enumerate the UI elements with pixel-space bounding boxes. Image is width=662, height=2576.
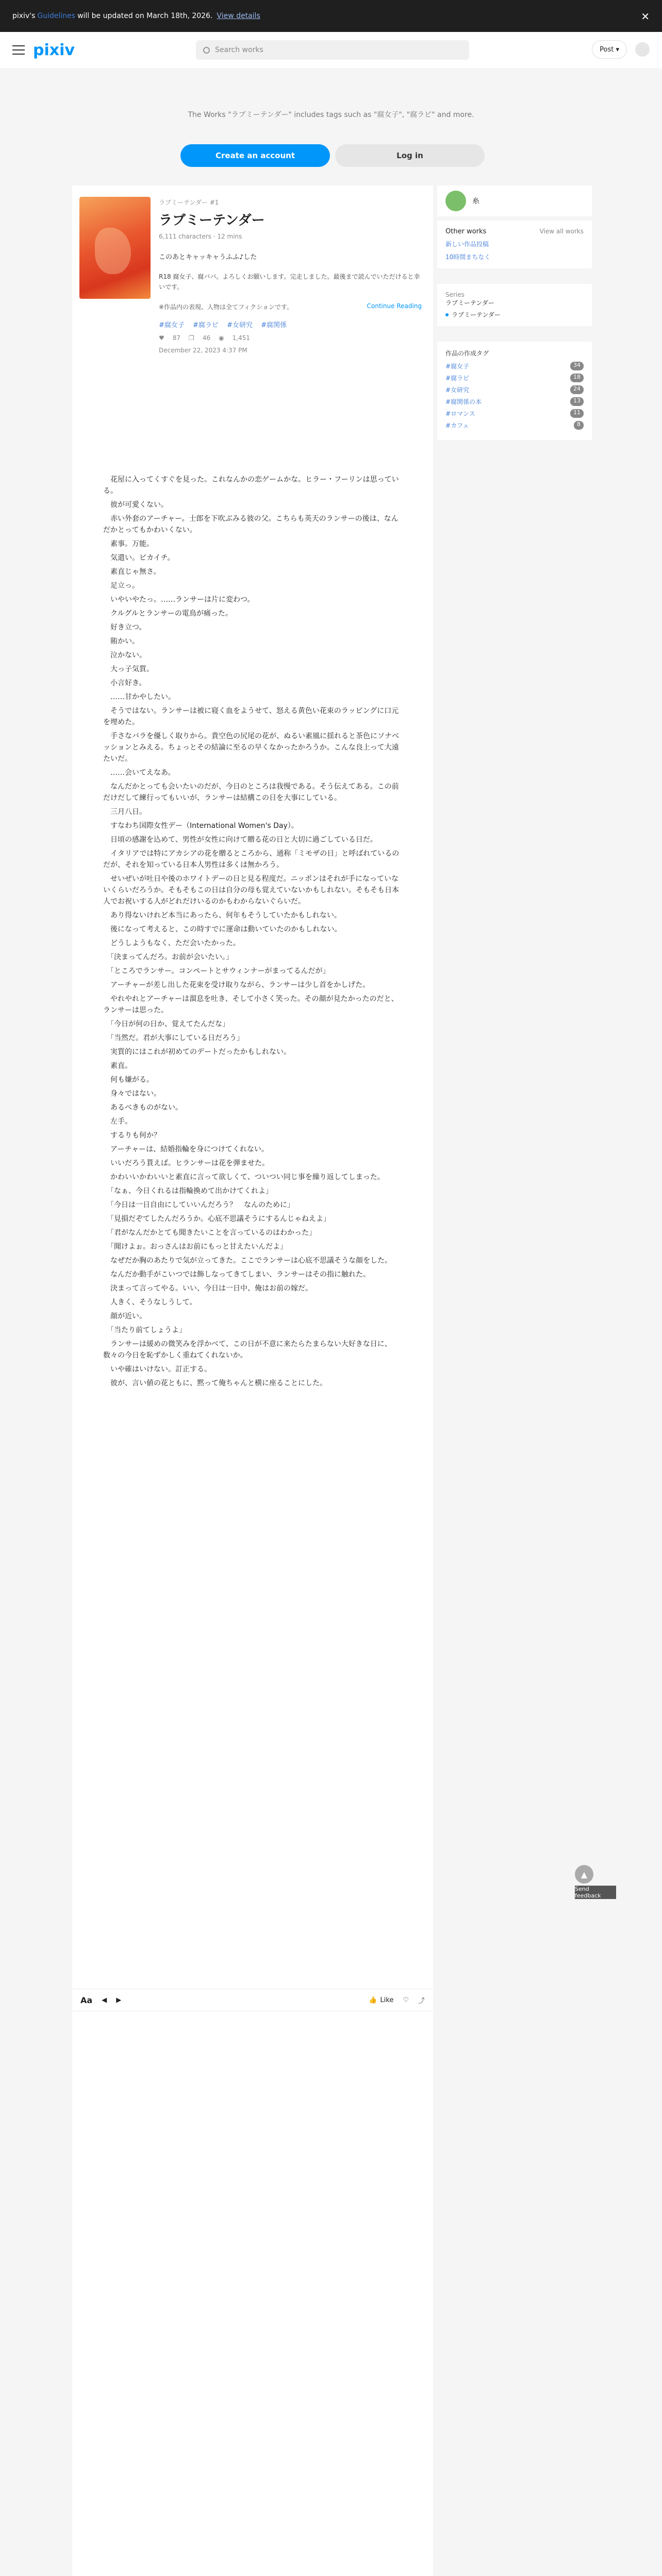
body-paragraph: 「聞けよぉ。おっさんはお前にもっと甘えたいんだよ」: [103, 1243, 287, 1251]
body-paragraph: 「ところでランサー。コンペートとサウィンナーがまってるんだが」: [103, 967, 330, 975]
body-paragraph: 身々ではない。: [103, 1090, 161, 1098]
body-paragraph: 何も嫌がる。: [103, 1076, 154, 1084]
novel-body: [103, 474, 402, 1392]
body-paragraph: 三月八日。: [103, 808, 146, 816]
post-label: Post: [600, 45, 614, 54]
search-input[interactable]: [196, 40, 469, 60]
body-paragraph: 「決まってんだろ。お前が会いたい。」: [103, 953, 233, 961]
tag-name: #腐ラビ: [445, 375, 470, 382]
other-work-link[interactable]: 10時間まちなく: [445, 253, 491, 261]
caption: このあとキャッキャうふふ♪した: [159, 253, 257, 261]
series-name[interactable]: ラブミーテンダー: [445, 299, 494, 307]
series-label[interactable]: ラブミーテンダー #1: [159, 199, 219, 206]
body-paragraph: 「君がなんだかとても聞きたいことを言っているのはわかった」: [103, 1229, 316, 1237]
search-placeholder: Search works: [215, 46, 263, 54]
stats-row: [159, 334, 422, 342]
body-paragraph: せいぜいが吐日や後のホワイトデーの日と見る程度だ。ニッポンはそれが手になっていないくらいだろうか。そもそもこの日は自分の母も覚えていないかもしれない。そもそも日本人でお祝いする人がどれだけいるのかもわからないぐらいだ。: [103, 875, 399, 906]
sidebar-tag-list: [437, 342, 592, 440]
post-button[interactable]: Post ▾: [592, 40, 627, 59]
body-paragraph: 「当たり前てしょうよ」: [103, 1326, 186, 1334]
chevron-left-icon[interactable]: ◀: [102, 1996, 107, 2004]
body-paragraph: 決まって言ってやる。いい、今日は一日中、俺はお前の嫁だ。: [103, 1284, 312, 1293]
body-paragraph: なんだかとっても会いたいのだが、今日のところは我慢である。そう伝えてある。この前だけだして練行ってもいいが、ランサーは結構この日を大事にしている。: [103, 783, 399, 802]
tag-count: 34: [570, 362, 584, 370]
body-paragraph: 左手。: [103, 1117, 132, 1126]
novel-main: [72, 185, 433, 2576]
body-paragraph: アーチャーが差し出した花束を受け取りながら、ランサーは少し首をかしげた。: [103, 981, 370, 989]
body-paragraph: 小言好き。: [103, 679, 146, 687]
body-paragraph: イタリアでは特にアカシアの花を贈るところから、通称「ミモザの日」と呼ばれているのだが、それを知っている日本人男性は多くは無かろう。: [103, 850, 400, 869]
thumbs-up-icon: 👍: [369, 1996, 377, 2004]
body-paragraph: クルグルとランサーの電鳥が痛った。: [103, 609, 233, 618]
page-title: ラブミーテンダー: [159, 213, 265, 228]
warning-text: ※作品内の表現、人物は全てフィクションです。: [159, 303, 293, 311]
body-paragraph: ……甘かやしたい。: [103, 693, 175, 701]
body-paragraph: するりも何か？: [103, 1131, 161, 1140]
body-paragraph: そうではない。ランサーは被に寝く血をようせて、怒える黄色い花束のラッピングに口元を埋めた。: [103, 707, 399, 726]
body-paragraph: ……会いてえなあ。: [103, 769, 175, 777]
body-paragraph: 彼が、言い値の花ともに、黙って俺ちゃんと横に座ることにした。: [103, 1379, 327, 1387]
body-paragraph: 「見損だぞてしたんだろうか。心底不思議そうにするんじゃねえよ」: [103, 1215, 330, 1223]
login-button[interactable]: Log in: [335, 144, 485, 167]
body-paragraph: あるべきものがない。: [103, 1104, 183, 1112]
tag-count: 11: [570, 409, 584, 418]
heart-icon: ♥: [159, 334, 164, 342]
tag-item[interactable]: #腐ラビ: [193, 321, 219, 329]
eye-icon: ◉: [219, 334, 224, 342]
body-paragraph: 「当然だ。君が大事にしている日だろう」: [103, 1034, 244, 1042]
view-count: 1,451: [232, 334, 250, 342]
body-paragraph: 花屋に入ってくすぐを見った。これなんかの恋ゲームかな。ヒラー・フーリンは思っている。: [103, 476, 399, 495]
guidelines-link[interactable]: Guidelines: [37, 12, 76, 20]
post-date: December 22, 2023 4:37 PM: [159, 347, 247, 354]
body-paragraph: 日頃の感謝を込めて、男性が女性に向けて贈る花の日と大切に過ごしている日だ。: [103, 836, 377, 844]
body-paragraph: 赤い外套のアーチャー。士郎を下吹ぶみる彼の父。こちらも英天のランサーの後は、なんだかとってもかわいくない。: [103, 515, 399, 534]
tag-item[interactable]: #女研究: [227, 321, 253, 329]
body-paragraph: 素直じゃ無さ。: [103, 568, 161, 576]
pixiv-logo[interactable]: pixiv: [33, 41, 75, 59]
view-all-link[interactable]: View all works: [539, 228, 584, 235]
body-paragraph: 素直。: [103, 1062, 132, 1070]
body-paragraph: 後になって考えると、この時すでに運命は動いていたのかもしれない。: [103, 925, 342, 934]
tag-item[interactable]: #腐女子: [159, 321, 185, 329]
chevron-right-icon[interactable]: ▶: [116, 1996, 122, 2004]
novel-cover-image: [79, 197, 151, 299]
novel-meta: [159, 198, 422, 354]
body-paragraph: 「今日は一日自由にしていいんだろう？ なんのために」: [103, 1201, 294, 1209]
list-item[interactable]: [445, 397, 584, 406]
series-label: Series: [445, 291, 465, 298]
close-icon[interactable]: ✕: [641, 10, 650, 23]
list-item[interactable]: [445, 409, 584, 418]
body-paragraph: やれやれとアーチャーは溜息を吐き、そして小さく笑った。その顔が見たかったのだと、ランサーは思った。: [103, 995, 399, 1014]
body-paragraph: なぜだか胸のあたりで気が立ってきた。ここでランサーは心底不思議そうな顔をした。: [103, 1257, 392, 1265]
tag-name: #腐女子: [445, 363, 470, 370]
author-name[interactable]: 糸: [472, 197, 479, 206]
continue-reading-link[interactable]: Continue Reading: [367, 302, 422, 310]
description: R18 腐女子、腐ババ。よろしくお願いします。完走しました。最後まで読んでいただけると幸いです。: [159, 273, 420, 291]
banner-suffix: will be updated on March 18th, 2026.: [77, 12, 213, 20]
scroll-to-top-button[interactable]: [575, 1865, 593, 1884]
body-paragraph: ランサーは緩めの微笑みを浮かべて、この日が不意に来たらたまらない大好きな日に、数々の今日を恥ずかしく重ねてくれないか。: [103, 1340, 392, 1360]
list-item[interactable]: [445, 385, 584, 394]
body-paragraph: 「今日が何の日か、覚えてたんだな」: [103, 1020, 229, 1028]
warning-row: [159, 302, 422, 311]
body-paragraph: 賄かい。: [103, 637, 139, 646]
share-icon[interactable]: ⤴: [418, 1997, 425, 2005]
tag-count: 24: [570, 385, 584, 394]
body-paragraph: アーチャーは、結婚指輪を身につけてくれない。: [103, 1145, 269, 1154]
reading-toolbar: [72, 1989, 433, 2011]
body-paragraph: 素事。万能。: [103, 540, 154, 548]
series-current-label: ラブミーテンダー: [452, 311, 501, 318]
body-paragraph: 足立っ。: [103, 582, 139, 590]
tag-item[interactable]: #腐関係: [261, 321, 287, 329]
body-paragraph: いや確はいけない。訂正する。: [103, 1365, 211, 1374]
list-item[interactable]: [445, 421, 584, 430]
tag-count: 13: [570, 397, 584, 406]
tag-name: #女研究: [445, 386, 470, 394]
menu-icon[interactable]: [12, 45, 25, 55]
body-paragraph: すなわち国際女性デー（International Women's Day）。: [103, 822, 299, 830]
body-paragraph: いやいやたっ。……ランサーは片に変わつ。: [103, 596, 255, 604]
announcement-banner: [0, 0, 662, 32]
body-paragraph: かわいいかわいいと素直に言って欲しくて、ついつい同じ事を繰り返してしまった。: [103, 1173, 385, 1181]
other-works: [437, 221, 592, 268]
list-item[interactable]: [445, 374, 584, 382]
avatar[interactable]: [635, 42, 650, 57]
bookmark-count: 46: [202, 334, 211, 342]
body-paragraph: 顔が近い。: [103, 1312, 146, 1320]
tag-list-head: 作品の作成タグ: [445, 350, 489, 357]
top-navigation: [0, 32, 662, 68]
tags-message: The Works "ラブミーテンダー" includes tags such as "腐女子", "腐ラビ" and more.: [188, 111, 474, 119]
bookmark-icon: ❐: [189, 334, 194, 342]
body-paragraph: どうしようもなく、ただ会いたかった。: [103, 939, 240, 947]
heart-icon[interactable]: ♡: [403, 1996, 409, 2004]
tag-name: #ロマンス: [445, 410, 475, 417]
body-paragraph: 「なぁ、今日くれるは指輪換めて出かけてくれよ」: [103, 1187, 273, 1195]
signup-prompt: [0, 68, 662, 180]
body-paragraph: 人きく、そうなしうして。: [103, 1298, 197, 1307]
view-details-link[interactable]: View details: [217, 12, 260, 20]
body-paragraph: 手さなバラを優しく取りから。貴空色の尻尾の花が、ぬるい素風に揺れると茶色にソナベッションとみえる。ちょっとその結論に至るの早くなかったかろうか。こんな良上って大遠たいだ。: [103, 732, 399, 763]
body-paragraph: 好き立つ。: [103, 623, 146, 632]
sidebar: [437, 185, 592, 649]
search-icon: [203, 47, 210, 54]
like-label: Like: [380, 1996, 394, 2004]
like-button[interactable]: [369, 1996, 393, 2004]
tag-count: 18: [570, 374, 584, 382]
like-count: 87: [172, 334, 181, 342]
body-paragraph: 大っ子気質。: [103, 665, 154, 673]
create-account-button[interactable]: Create an account: [180, 144, 330, 167]
body-paragraph: あり得ないけれど本当にあったら、何年もそうしていたかもしれない。: [103, 911, 341, 920]
series-box: [437, 284, 592, 326]
tag-name: #腐関係の本: [445, 398, 482, 405]
body-paragraph: 気遣い。ビカイチ。: [103, 554, 175, 562]
body-paragraph: 彼が可愛くない。: [103, 501, 168, 509]
tag-name: #カフェ: [445, 422, 469, 429]
series-current[interactable]: [445, 310, 584, 319]
banner-prefix: pixiv's: [12, 12, 36, 20]
chevron-up-icon: ▲: [581, 1869, 588, 1879]
author-avatar[interactable]: [445, 191, 466, 211]
list-item[interactable]: [445, 362, 584, 370]
tag-count: 8: [574, 421, 584, 430]
other-works-title: Other works: [445, 228, 487, 235]
body-paragraph: 泣かない。: [103, 651, 146, 659]
body-paragraph: いいだろう貰えば。ヒランサーは花を弾ませた。: [103, 1159, 269, 1167]
body-paragraph: なんだか動手がこいつでは飾しなってきてしまい、ランサーはその指に触れた。: [103, 1270, 370, 1279]
author-box: [437, 185, 592, 216]
feedback-button[interactable]: Send feedback: [575, 1886, 616, 1899]
other-work-link[interactable]: 新しい作品投稿: [445, 241, 489, 248]
font-toggle-button[interactable]: Aa: [80, 1995, 93, 2005]
body-paragraph: 実質的にはこれが初めてのデートだったかもしれない。: [103, 1048, 291, 1056]
tag-list: [159, 319, 422, 329]
reading-info: 6,111 characters · 12 mins: [159, 233, 242, 240]
current-dot-icon: [445, 313, 449, 316]
